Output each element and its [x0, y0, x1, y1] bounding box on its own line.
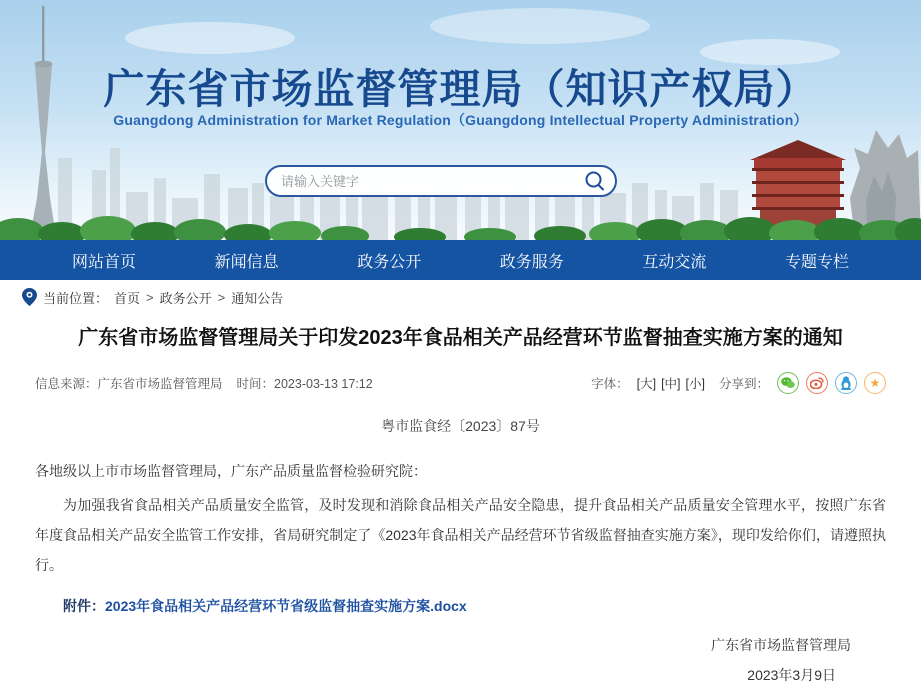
nav-item-news[interactable]: 新闻信息 [214, 253, 279, 271]
weibo-share-icon[interactable] [806, 372, 828, 394]
font-size-label: 字体： [591, 377, 629, 391]
site-banner [0, 0, 921, 240]
document-number: 粤市监食经〔2023〕87号 [381, 418, 540, 434]
main-nav [0, 240, 921, 280]
article-title: 广东省市场监督管理局关于印发2023年食品相关产品经营环节监督抽查实施方案的通知 [78, 327, 843, 349]
breadcrumb-separator: > [146, 289, 154, 305]
signature-date: 2023年3月9日 [747, 667, 836, 683]
nav-item-gov-services[interactable]: 政务服务 [499, 253, 564, 271]
article-meta-right [591, 372, 886, 394]
share-buttons [777, 372, 886, 394]
article-meta-left [35, 374, 373, 392]
article-container [0, 324, 921, 690]
font-size-small-button[interactable]: [小] [685, 377, 705, 391]
signature-block [35, 630, 886, 690]
font-size-medium-button[interactable]: [中] [661, 377, 681, 391]
nav-item-special-topics[interactable]: 专题专栏 [784, 253, 849, 271]
breadcrumb-separator: > [217, 289, 226, 305]
article-salutation: 各地级以上市市场监督管理局，广东产品质量监督检验研究院： [35, 463, 427, 479]
breadcrumb-home[interactable]: 首页 [114, 290, 141, 306]
favorite-star-icon[interactable]: ★ [864, 372, 886, 394]
zhenhai-tower-graphic [750, 140, 846, 230]
article-meta [35, 372, 886, 394]
signature-org: 广东省市场监督管理局 [711, 637, 851, 653]
search-icon [584, 170, 606, 192]
attachment-link[interactable]: 2023年食品相关产品经营环节省级监督抽查实施方案.docx [105, 598, 467, 614]
attachment-label: 附件： [63, 598, 105, 614]
location-pin-icon [22, 288, 37, 306]
breadcrumb-notices[interactable]: 通知公告 [231, 290, 284, 306]
share-label: 分享到： [718, 377, 769, 391]
nav-item-gov-disclosure[interactable]: 政务公开 [357, 253, 422, 271]
breadcrumb [0, 280, 921, 314]
font-size-controls [637, 374, 705, 392]
nav-item-home[interactable]: 网站首页 [72, 253, 137, 271]
attachment-row [35, 596, 886, 616]
site-subtitle: Guangdong Administration for Market Regulation（Guangdong Intellectual Property Administration） [113, 112, 808, 128]
breadcrumb-gov-disclosure[interactable]: 政务公开 [159, 290, 212, 306]
breadcrumb-label: 当前位置： [43, 290, 109, 306]
article-body-paragraph: 为加强我省食品相关产品质量安全监管，及时发现和消除食品相关产品安全隐患，提升食品相关产品质量安全管理水平，按照广东省年度食品相关产品安全监管工作安排，省局研究制定了《2023年食品相关产品经营环节省级监督抽查实施方案》，现印发给你们，请遵照执行。 [35, 497, 886, 573]
search-input[interactable] [281, 174, 583, 189]
site-title: 广东省市场监督管理局（知识产权局） [103, 66, 818, 112]
qq-share-icon[interactable] [835, 372, 857, 394]
search-button[interactable] [583, 169, 607, 193]
nav-item-interaction[interactable]: 互动交流 [642, 253, 707, 271]
source-label: 信息来源：广东省市场监督管理局 [35, 377, 223, 391]
publish-time: 时间：2023-03-13 17:12 [236, 377, 373, 391]
wechat-share-icon[interactable] [777, 372, 799, 394]
font-size-large-button[interactable]: [大] [636, 377, 657, 391]
site-search [265, 165, 617, 197]
